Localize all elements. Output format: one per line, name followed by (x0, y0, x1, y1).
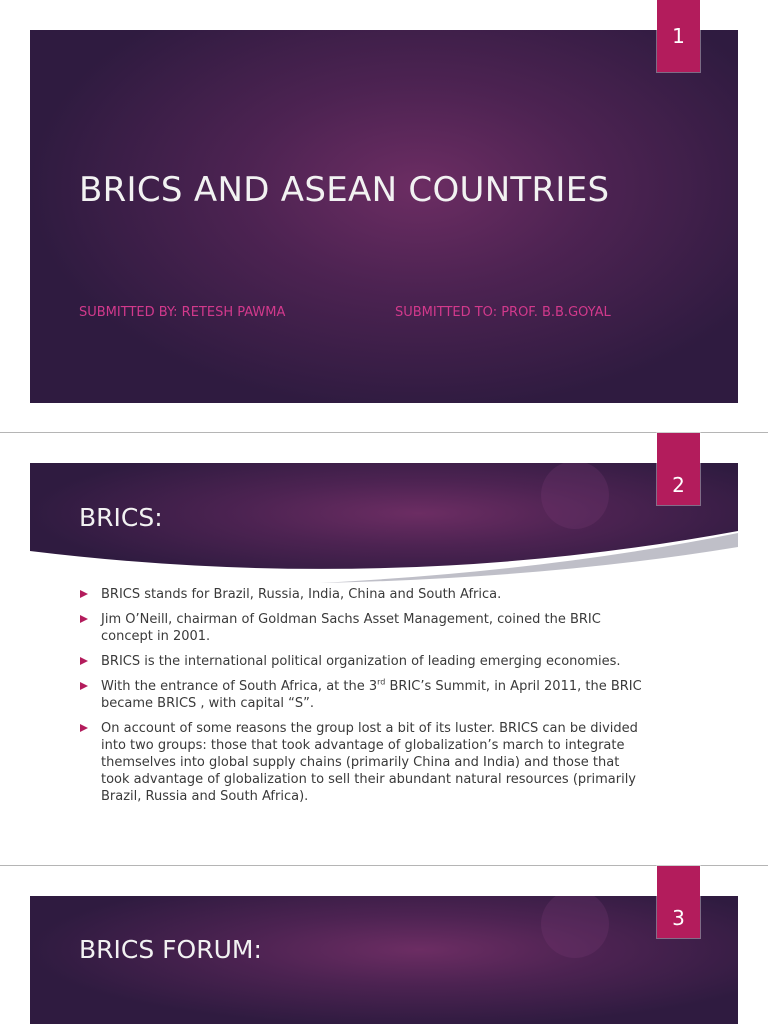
submitted-by: SUBMITTED BY: RETESH PAWMA (79, 305, 286, 320)
bullet-item: Jim O’Neill, chairman of Goldman Sachs Asset Management, coined the BRIC concept in 2001. (80, 611, 650, 645)
slide-title: BRICS FORUM: (79, 935, 262, 964)
triangle-bullet-icon (80, 682, 88, 690)
title-slide-background (30, 30, 738, 403)
bullet-list (80, 586, 650, 813)
bullet-item: With the entrance of South Africa, at the 3rd BRIC’s Summit, in April 2011, the BRIC became BRICS , with capital “S”. (80, 678, 650, 712)
slide-number: 3 (672, 906, 685, 930)
slide-separator (0, 432, 768, 433)
bullet-item: BRICS is the international political organization of leading emerging economies. (80, 653, 650, 670)
slide-title: BRICS AND ASEAN COUNTRIES (79, 170, 610, 210)
slide-number: 1 (672, 24, 685, 48)
slide-title: BRICS: (79, 503, 163, 532)
triangle-bullet-icon (80, 657, 88, 665)
triangle-bullet-icon (80, 724, 88, 732)
slide-separator (0, 865, 768, 866)
bullet-item: On account of some reasons the group lost a bit of its luster. BRICS can be divided into two groups: those that took advantage of globalization’s march to integrate themselves into global supply chains (primarily China and India) and those that took advantage of globalization to sell their abundant natural resources (primarily Brazil, Russia and South Africa). (80, 720, 650, 805)
slide-number-badge (657, 866, 700, 938)
submitted-to: SUBMITTED TO: PROF. B.B.GOYAL (395, 305, 611, 320)
triangle-bullet-icon (80, 590, 88, 598)
slide-number-badge (657, 0, 700, 72)
slide-number: 2 (672, 473, 685, 497)
triangle-bullet-icon (80, 615, 88, 623)
bullet-item: BRICS stands for Brazil, Russia, India, China and South Africa. (80, 586, 650, 603)
slide-number-badge (657, 433, 700, 505)
